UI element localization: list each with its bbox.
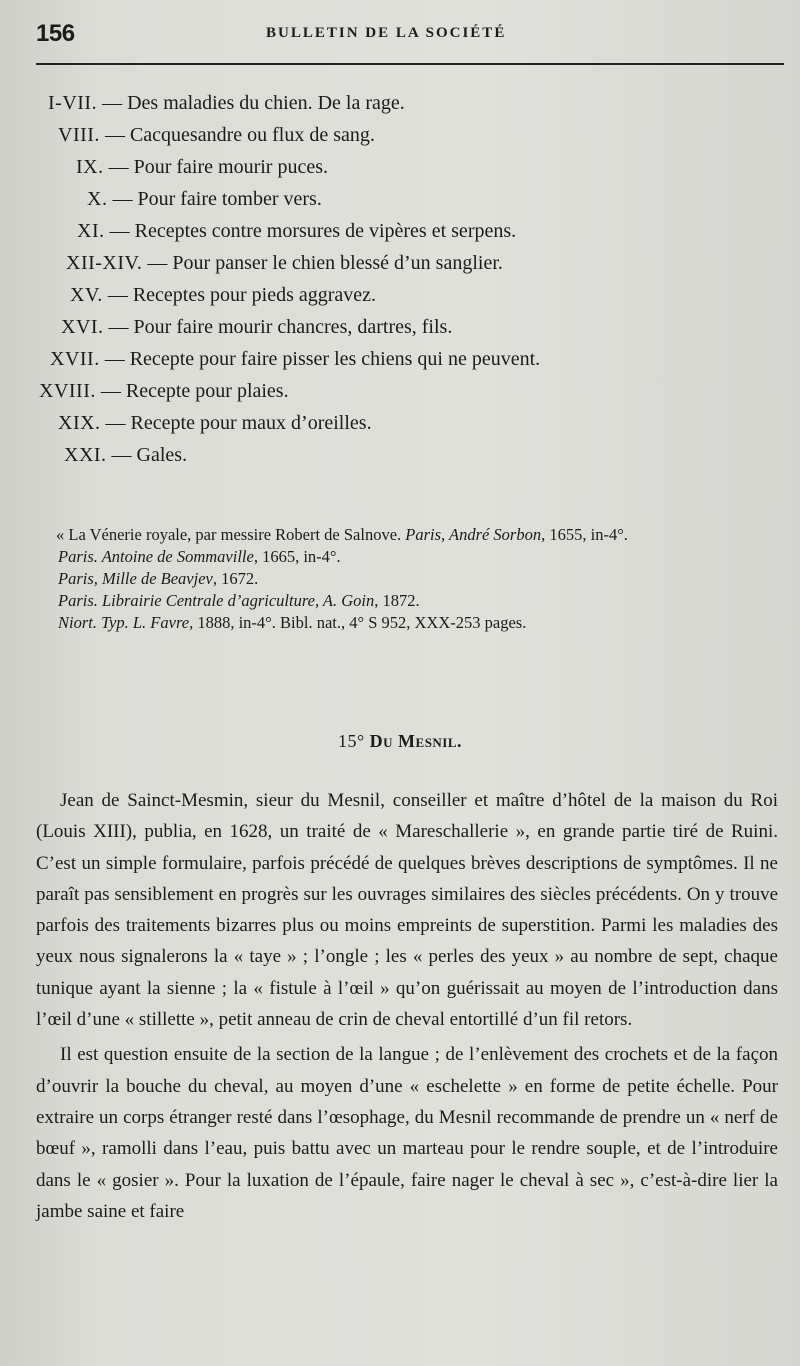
chapter-number: XXI. (64, 444, 107, 466)
entry-text: « La Vénerie royale, par messire Robert de Salnove. (56, 525, 406, 544)
chapter-title: — Des maladies du chien. De la rage. (102, 92, 405, 114)
entry-publisher: Paris, André Sorbon (405, 525, 542, 544)
chapter-title: — Receptes contre morsures de vipères et serpens. (109, 220, 517, 242)
entry-details: , 1888, in-4°. Bibl. nat., 4° S 952, XXX-253 pages. (189, 613, 527, 632)
chapter-item (77, 220, 516, 252)
bibliography-main-entry (36, 524, 786, 546)
entry-publisher: Paris. Antoine de Sommaville (58, 547, 254, 566)
chapter-title: — Recepte pour maux d’oreilles. (105, 412, 372, 434)
paragraph: Il est question ensuite de la section de la langue ; de l’enlèvement des crochets et de la façon d’ouvrir la bouche du cheval, au moyen d’une « eschelette » en forme de petite échelle. Pour extraire un corps étranger resté dans l’œsophage, du Mesnil recommande de prendre un « nerf de bœuf », ramolli dans l’eau, puis battu avec un marteau pour le rendre souple, et de l’introduire dans le « gosier ». Pour la luxation de l’épaule, faire nager le cheval à sec », c’est-à-dire lier la jambe saine et faire (36, 1044, 778, 1222)
chapter-item (64, 444, 187, 476)
chapter-item (70, 284, 376, 316)
chapter-title: — Recepte pour faire pisser les chiens qui ne peuvent. (104, 348, 541, 370)
header-rule (36, 63, 784, 65)
entry-publisher: Paris. Librairie Centrale d’agriculture, A. Goin (58, 591, 375, 610)
entry-publisher: Paris, Mille de Beavjev (58, 569, 213, 588)
entry-details: , 1872. (374, 591, 420, 610)
chapter-item (50, 348, 540, 380)
bibliography-edition (36, 568, 786, 590)
paragraph: Jean de Sainct-Mesmin, sieur du Mesnil, conseiller et maître d’hôtel de la maison du Roi (Louis XIII), publia, en 1628, un traité de « Mareschallerie », en grande partie tiré de Ruini. C’est un simple formulaire, parfois précédé de quelques brèves descriptions de symptômes. Il ne paraît pas sensiblement en progrès sur les ouvrages similaires des siècles précédents. On y trouve parfois des traitements bizarres plus ou moins empreints de superstition. Parmi les maladies des yeux nous signalerons la « taye » ; l’ongle ; les « perles des yeux » au nombre de sept, chaque tunique ayant la sienne ; la « fistule à l’œil » qu’on guérissait au moyen de l’introduction dans l’œil d’une « stillette », petit anneau de crin de cheval entortillé d’un fil retors. (36, 790, 778, 1031)
bibliography-edition (36, 546, 786, 568)
bibliography-edition (36, 612, 786, 634)
chapter-number: XV. (70, 284, 103, 306)
chapter-number: XVIII. (39, 380, 96, 402)
chapter-title: — Cacquesandre ou flux de sang. (104, 124, 375, 146)
entry-details: , 1655, in-4°. (541, 525, 628, 544)
chapter-number: VIII. (58, 124, 100, 146)
chapter-number: XI. (77, 220, 105, 242)
chapter-title: — Recepte pour plaies. (100, 380, 289, 402)
chapter-item (39, 380, 289, 412)
bibliography (36, 524, 786, 634)
chapter-number: XIX. (58, 412, 101, 434)
section-heading (0, 731, 800, 752)
chapter-item (58, 412, 372, 444)
chapter-item (48, 92, 405, 124)
running-title: BULLETIN DE LA SOCIÉTÉ (266, 25, 507, 41)
chapter-number: X. (87, 188, 108, 210)
chapter-title: — Pour faire mourir chancres, dartres, fils. (108, 316, 453, 338)
chapter-number: XVI. (61, 316, 104, 338)
section-title: Du Mesnil. (369, 731, 463, 751)
chapter-item (66, 252, 503, 284)
chapter-item (58, 124, 375, 156)
chapter-title: — Pour faire mourir puces. (108, 156, 328, 178)
chapter-title: — Gales. (111, 444, 188, 466)
page-header (36, 18, 782, 58)
chapter-title: — Pour panser le chien blessé d’un sanglier. (147, 252, 503, 274)
chapter-item (87, 188, 322, 220)
entry-publisher: Niort. Typ. L. Favre (58, 613, 190, 632)
chapter-title: — Pour faire tomber vers. (112, 188, 322, 210)
page-number: 156 (36, 20, 75, 47)
entry-details: , 1672. (212, 569, 259, 588)
chapter-number: IX. (76, 156, 104, 178)
chapter-item (61, 316, 452, 348)
entry-details: , 1665, in-4°. (253, 547, 341, 566)
chapter-item (76, 156, 328, 188)
chapter-number: XVII. (50, 348, 100, 370)
chapter-number: I-VII. (48, 92, 98, 114)
section-number: 15° (337, 731, 365, 751)
body-text (36, 785, 778, 1227)
bibliography-edition (36, 590, 786, 612)
chapter-number: XII-XIV. (66, 252, 143, 274)
chapter-title: — Receptes pour pieds aggravez. (107, 284, 377, 306)
